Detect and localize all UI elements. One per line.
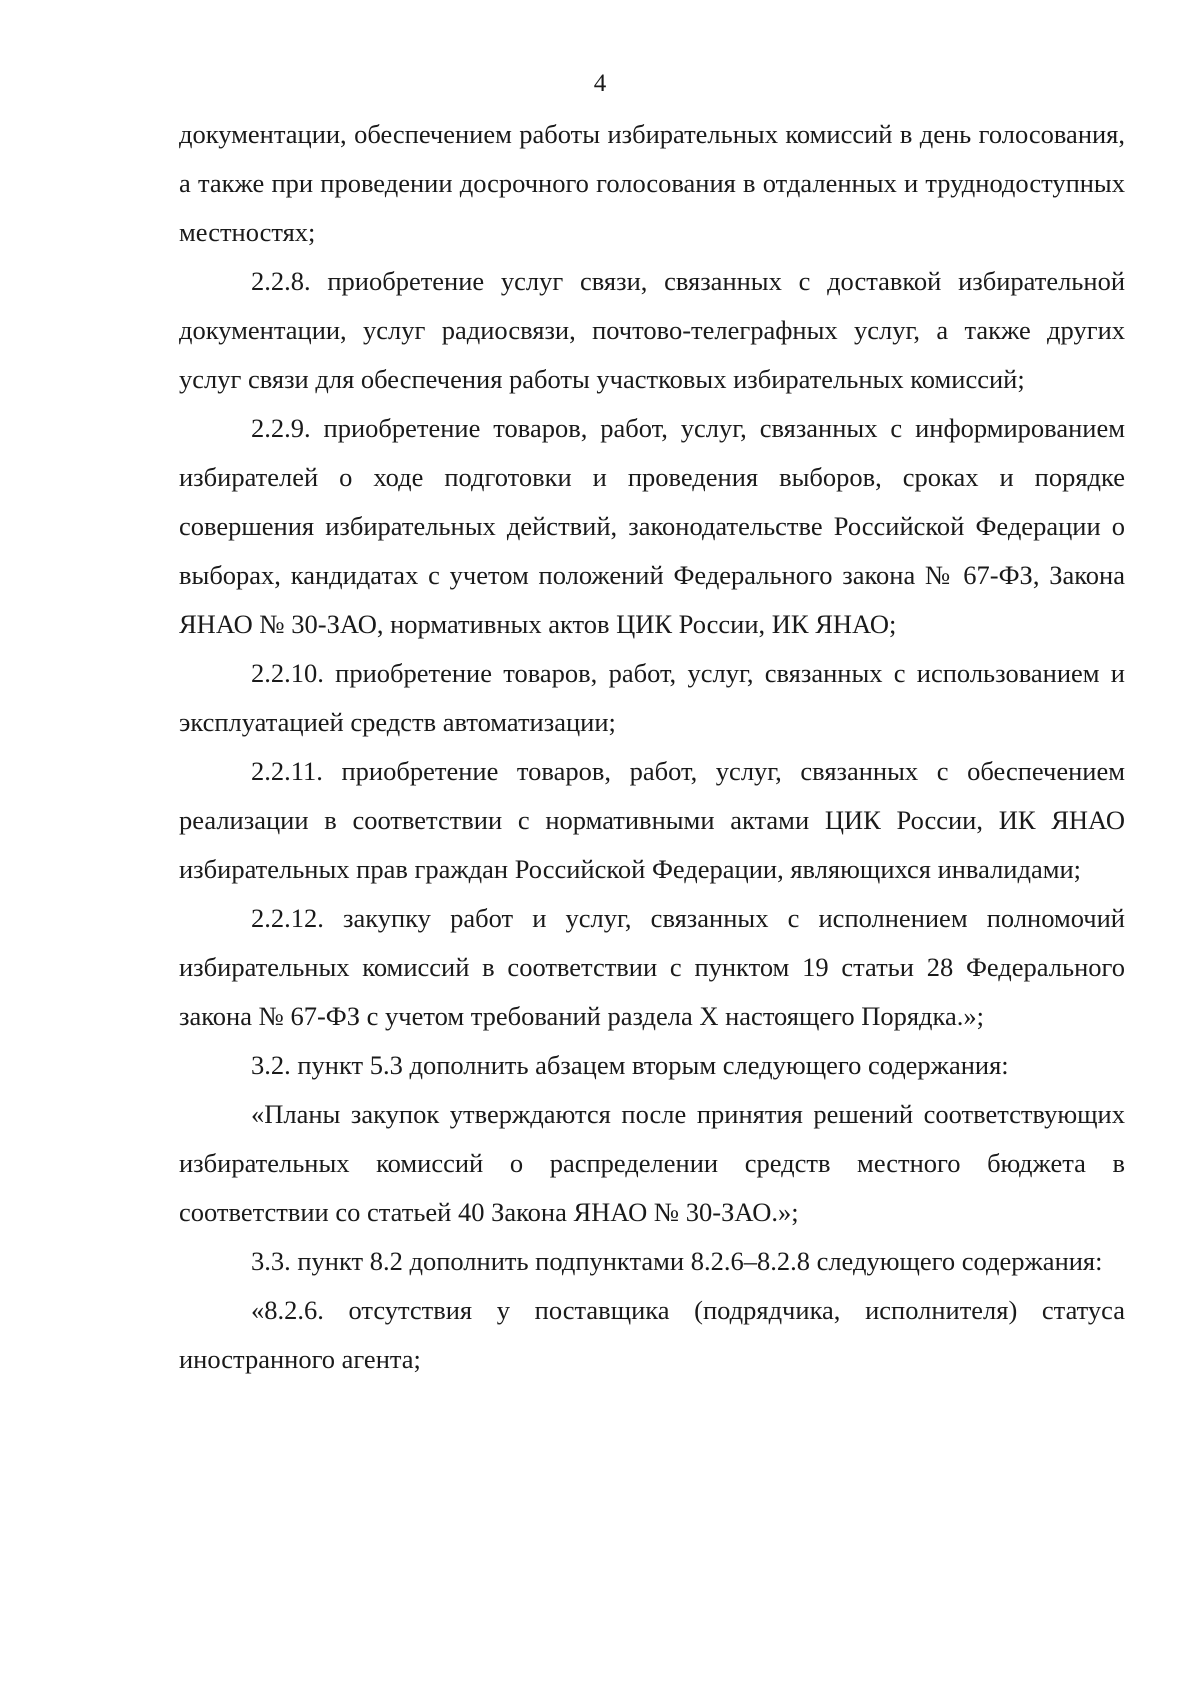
paragraph-3-3: 3.3. пункт 8.2 дополнить подпунктами 8.2.6–8.2.8 следующего содержания:	[251, 1246, 1103, 1276]
page-number: 4	[593, 70, 607, 97]
paragraph-plans-quote: «Планы закупок утверждаются после принятия решений соответствующих избирательных комиссий о распределении средств местного бюджета в соответствии со статьей 40 Закона ЯНАО № 30-ЗАО.»;	[179, 1099, 1125, 1227]
paragraph-2-2-10: 2.2.10. приобретение товаров, работ, услуг, связанных с использованием и эксплуатацией средств автоматизации;	[179, 658, 1125, 737]
paragraph-8-2-6: «8.2.6. отсутствия у поставщика (подрядчика, исполнителя) статуса иностранного агента;	[179, 1295, 1125, 1374]
paragraph-continuation: документации, обеспечением работы избирательных комиссий в день голосования, а также при проведении досрочного голосования в отдаленных и труднодоступных местностях;	[179, 119, 1125, 247]
paragraph-2-2-11: 2.2.11. приобретение товаров, работ, услуг, связанных с обеспечением реализации в соответствии с нормативными актами ЦИК России, ИК ЯНАО избирательных прав граждан Российской Федерации, являющихся инвалидами;	[179, 756, 1125, 884]
paragraph-2-2-9: 2.2.9. приобретение товаров, работ, услуг, связанных с информированием избирателей о ходе подготовки и проведения выборов, сроках и порядке совершения избирательных действий, законодательстве Российской Федерации о выборах, кандидатах с учетом положений Федерального закона № 67-ФЗ, Закона ЯНАО № 30-ЗАО, нормативных актов ЦИК России, ИК ЯНАО;	[179, 413, 1125, 639]
paragraph-2-2-12: 2.2.12. закупку работ и услуг, связанных с исполнением полномочий избирательных комиссий в соответствии с пунктом 19 статьи 28 Федерального закона № 67-ФЗ с учетом требований раздела X настоящего Порядка.»;	[179, 903, 1125, 1031]
paragraph-3-2: 3.2. пункт 5.3 дополнить абзацем вторым следующего содержания:	[251, 1050, 1009, 1080]
document-body	[179, 110, 1125, 1384]
paragraph-2-2-8: 2.2.8. приобретение услуг связи, связанных с доставкой избирательной документации, услуг радиосвязи, почтово-телеграфных услуг, а также других услуг связи для обеспечения работы участковых избирательных комиссий;	[179, 266, 1125, 394]
